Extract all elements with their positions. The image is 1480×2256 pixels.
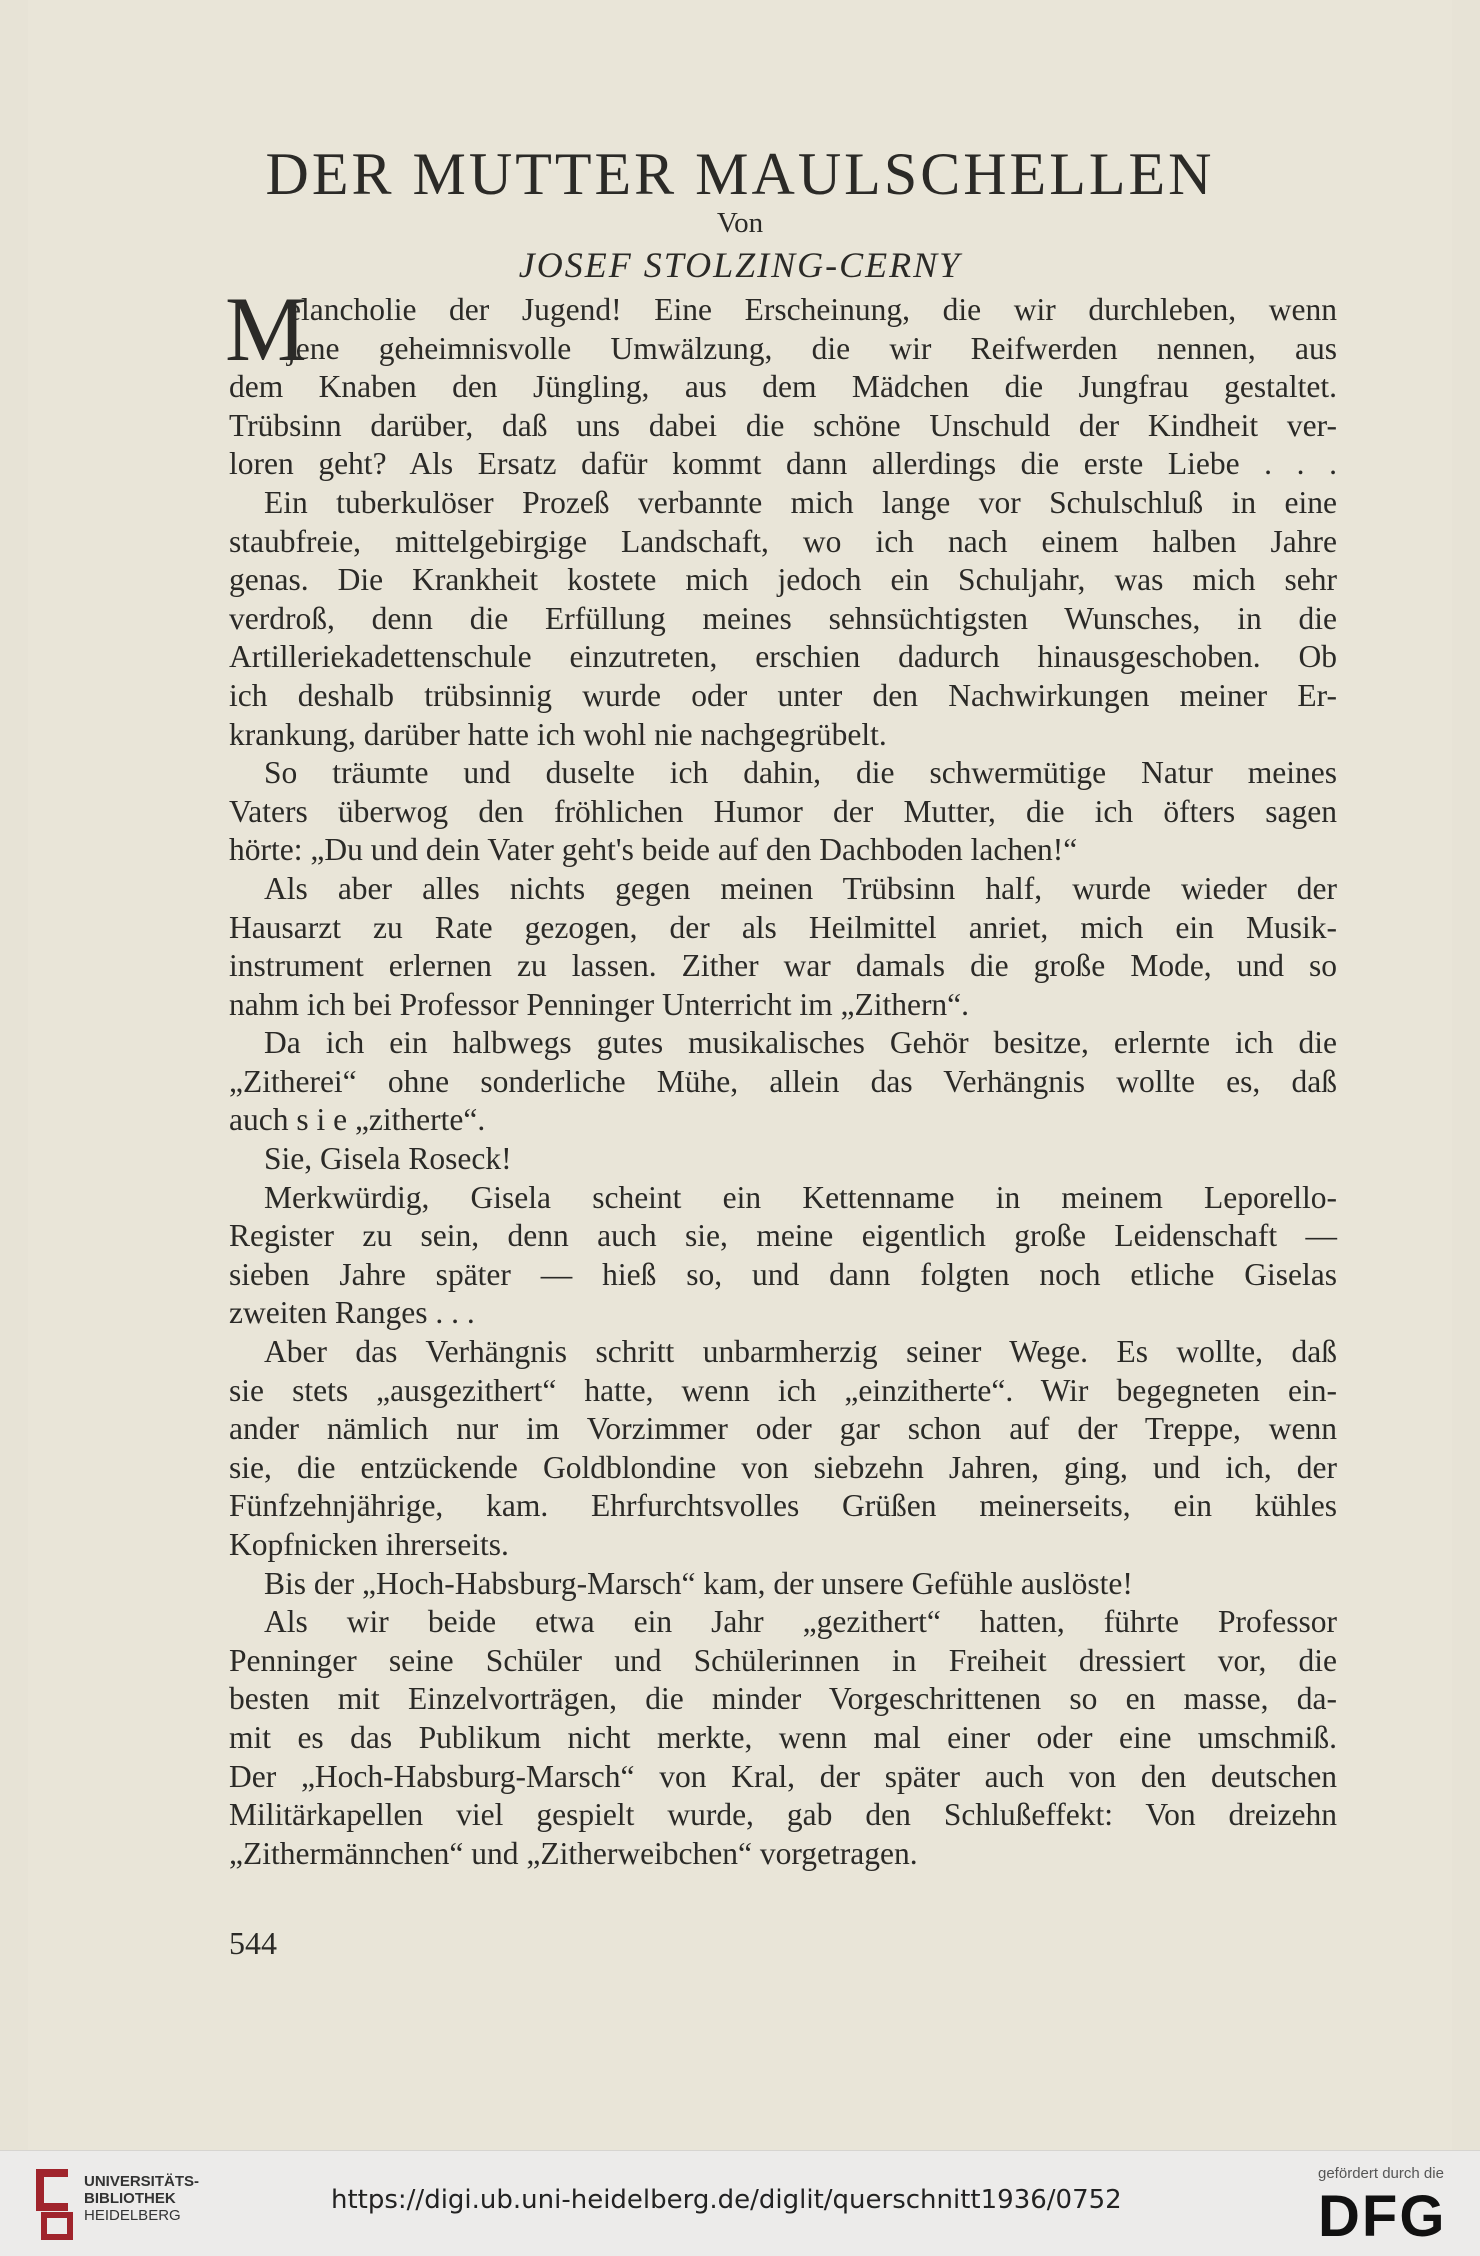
byline-prefix: Von <box>716 207 764 239</box>
text-line: Da ich ein halbwegs gutes musikalisches Gehör besitze, erlernte ich die <box>264 1025 1337 1061</box>
text-line: Der „Hoch-Habsburg-Marsch“ von Kral, der später auch von den deutschen <box>229 1758 1337 1794</box>
text-line: loren geht? Als Ersatz dafür kommt dann allerdings die erste Liebe . . . <box>229 446 1337 482</box>
text-line: krankung, darüber hatte ich wohl nie nachgegrübelt. <box>229 716 887 752</box>
text-line: So träumte und duselte ich dahin, die schwermütige Natur meines <box>264 755 1337 791</box>
article-body <box>225 278 1337 1873</box>
text-line: mit es das Publikum nicht merkte, wenn mal einer oder eine umschmiß. <box>229 1719 1337 1755</box>
text-line: Aber das Verhängnis schritt unbarmherzig seiner Wege. Es wollte, daß <box>264 1334 1337 1370</box>
text-line: Fünfzehnjährige, kam. Ehrfurchtsvolles Grüßen meinerseits, ein kühles <box>229 1488 1337 1524</box>
text-line: verdroß, denn die Erfüllung meines sehnsüchtigsten Wunsches, in die <box>229 600 1337 636</box>
library-name-line: HEIDELBERG <box>84 2207 181 2224</box>
text-line: Kopfnicken ihrerseits. <box>229 1527 509 1562</box>
text-line: Register zu sein, denn auch sie, meine eigentlich große Leidenschaft — <box>229 1218 1337 1254</box>
text-line: Als wir beide etwa ein Jahr „gezithert“ hatten, führte Professor <box>264 1604 1337 1640</box>
text-line: Artilleriekadettenschule einzutreten, erschien dadurch hinausgeschoben. Ob <box>229 639 1337 675</box>
text-line: Bis der „Hoch-Habsburg-Marsch“ kam, der unsere Gefühle auslöste! <box>264 1565 1133 1601</box>
text-line: jene geheimnisvolle Umwälzung, die wir Reifwerden nennen, aus <box>287 330 1337 366</box>
text-line: ich deshalb trübsinnig wurde oder unter den Nachwirkungen meiner Er- <box>229 677 1337 713</box>
text-line: Trübsinn darüber, daß uns dabei die schöne Unschuld der Kindheit ver- <box>229 407 1337 443</box>
text-line: ander nämlich nur im Vorzimmer oder gar schon auf der Treppe, wenn <box>229 1411 1337 1447</box>
text-line: „Zitherei“ ohne sonderliche Mühe, allein das Verhängnis wollte es, daß <box>229 1063 1337 1099</box>
text-line: auch s i e „zitherte“. <box>229 1102 486 1138</box>
viewer-footer <box>0 2150 1480 2256</box>
text-line: Penninger seine Schüler und Schülerinnen in Freiheit dressiert vor, die <box>229 1642 1337 1678</box>
text-line: hörte: „Du und dein Vater geht's beide auf den Dachboden lachen!“ <box>229 832 1078 868</box>
text-line: sieben Jahre später — hieß so, und dann folgten noch etliche Giselas <box>229 1256 1337 1292</box>
library-logo-icon <box>30 2163 76 2243</box>
text-line: zweiten Ranges . . . <box>229 1295 475 1331</box>
text-line: Ein tuberkulöser Prozeß verbannte mich lange vor Schulschluß in eine <box>264 484 1337 520</box>
text-line: besten mit Einzelvorträgen, die minder Vorgeschrittenen so en masse, da- <box>229 1681 1337 1717</box>
library-name-line: UNIVERSITÄTS- <box>84 2173 200 2190</box>
text-line: Als aber alles nichts gegen meinen Trübsinn half, wurde wieder der <box>264 870 1337 906</box>
text-line: staubfreie, mittelgebirgige Landschaft, wo ich nach einem halben Jahre <box>229 523 1337 559</box>
article-title: DER MUTTER MAULSCHELLEN <box>265 141 1215 207</box>
page-number: 544 <box>229 1925 277 1961</box>
text-line: nahm ich bei Professor Penninger Unterricht im „Zithern“. <box>229 986 970 1022</box>
permalink-url[interactable]: https://digi.ub.uni-heidelberg.de/diglit/querschnitt1936/0752 <box>331 2185 1122 2215</box>
text-line: Militärkapellen viel gespielt wurde, gab den Schlußeffekt: Von dreizehn <box>229 1797 1337 1833</box>
text-line: elancholie der Jugend! Eine Erscheinung, die wir durchleben, wenn <box>287 292 1337 327</box>
text-line: Hausarzt zu Rate gezogen, der als Heilmittel anriet, mich ein Musik- <box>229 909 1337 945</box>
dfg-logo: DFG <box>1318 2184 1447 2249</box>
drop-cap: M <box>225 278 307 380</box>
author-name: JOSEF STOLZING-CERNY <box>518 245 962 285</box>
text-line: dem Knaben den Jüngling, aus dem Mädchen die Jungfrau gestaltet. <box>229 369 1337 405</box>
text-line: sie stets „ausgezithert“ hatte, wenn ich „einzitherte“. Wir begegneten ein- <box>229 1372 1337 1408</box>
text-line: „Zithermännchen“ und „Zitherweibchen“ vorgetragen. <box>229 1835 918 1871</box>
library-name-line: BIBLIOTHEK <box>84 2190 176 2207</box>
library-name <box>84 2173 199 2224</box>
text-line: Merkwürdig, Gisela scheint ein Kettenname in meinem Leporello- <box>264 1179 1337 1215</box>
funding-note: gefördert durch die <box>1318 2165 1444 2182</box>
text-line: sie, die entzückende Goldblondine von siebzehn Jahren, ging, und ich, der <box>229 1449 1337 1485</box>
text-line: instrument erlernen zu lassen. Zither war damals die große Mode, und so <box>229 948 1337 984</box>
text-line: Sie, Gisela Roseck! <box>264 1141 512 1177</box>
text-line: Vaters überwog den fröhlichen Humor der Mutter, die ich öfters sagen <box>229 793 1337 829</box>
text-line: genas. Die Krankheit kostete mich jedoch ein Schuljahr, was mich sehr <box>229 562 1337 598</box>
